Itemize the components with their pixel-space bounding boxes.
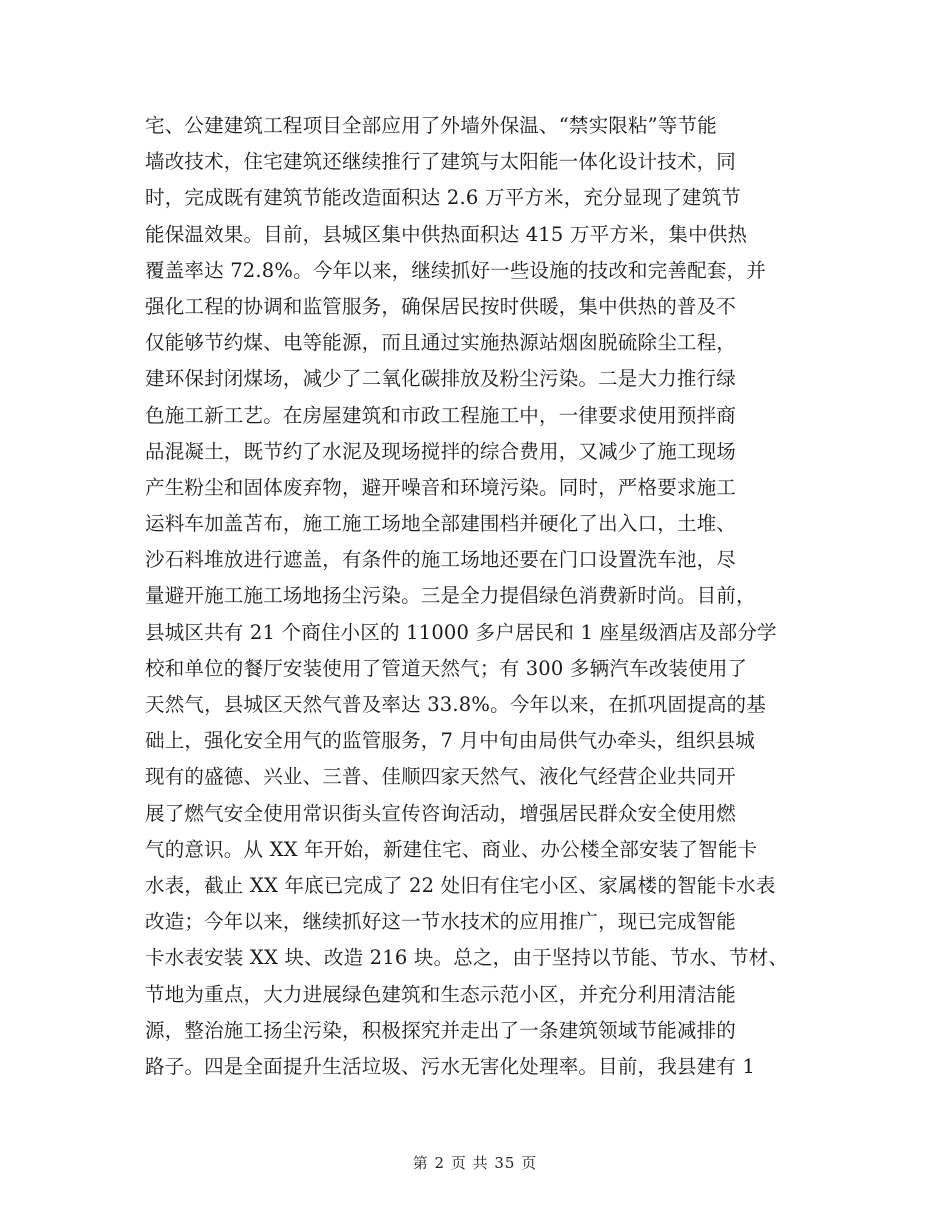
text-line: 节地为重点，大力进展绿色建筑和生态示范小区，并充分利用清洁能 — [145, 982, 737, 1006]
text-line: 沙石料堆放进行遮盖，有条件的施工场地还要在门口设置洗车池，尽 — [145, 548, 737, 572]
text-line: 展了燃气安全使用常识街头宣传咨询活动，增强居民群众安全使用燃 — [145, 801, 737, 825]
text-line: 强化工程的协调和监管服务，确保居民按时供暖，集中供热的普及不 — [145, 294, 737, 318]
text-line: 墙改技术，住宅建筑还继续推行了建筑与太阳能一体化设计技术，同 — [145, 150, 737, 174]
text-line: 天然气，县城区天然气普及率达 33.8%。今年以来，在抓巩固提高的基 — [145, 693, 766, 716]
text-line: 础上，强化安全用气的监管服务，7 月中旬由局供气办牵头，组织县城 — [145, 729, 756, 753]
text-line: 能保温效果。目前，县城区集中供热面积达 415 万平方米，集中供热 — [145, 222, 748, 246]
body-text — [145, 108, 825, 1085]
text-line: 卡水表安装 XX 块、改造 216 块。总之，由于坚持以节能、节水、节材、 — [145, 946, 789, 970]
text-line: 时，完成既有建筑节能改造面积达 2.6 万平方米，充分显现了建筑节 — [145, 186, 742, 210]
text-line: 运料车加盖苫布，施工施工场地全部建围档并硬化了出入口，土堆、 — [145, 512, 737, 536]
text-line: 覆盖率达 72.8%。今年以来，继续抓好一些设施的技改和完善配套，并 — [145, 258, 766, 282]
text-line: 气的意识。从 XX 年开始，新建住宅、商业、办公楼全部安装了智能卡 — [145, 837, 758, 861]
text-line: 仅能够节约煤、电等能源，而且通过实施热源站烟囱脱硫除尘工程， — [145, 331, 737, 355]
text-line: 品混凝土，既节约了水泥及现场搅拌的综合费用，又减少了施工现场 — [145, 439, 737, 463]
text-line: 县城区共有 21 个商住小区的 11000 多户居民和 1 座星级酒店及部分学 — [145, 620, 777, 644]
text-line: 建环保封闭煤场，减少了二氧化碳排放及粉尘污染。二是大力推行绿 — [145, 367, 737, 391]
text-line: 色施工新工艺。在房屋建筑和市政工程施工中，一律要求使用预拌商 — [145, 403, 737, 427]
text-line: 产生粉尘和固体废弃物，避开噪音和环境污染。同时，严格要求施工 — [145, 475, 737, 499]
text-line: 改造；今年以来，继续抓好这一节水技术的应用推广，现已完成智能 — [145, 910, 737, 934]
text-line: 路子。四是全面提升生活垃圾、污水无害化处理率。目前，我县建有 1 — [145, 1054, 756, 1078]
text-line: 源，整治施工扬尘污染，积极探究并走出了一条建筑领域节能减排的 — [145, 1018, 737, 1042]
page-footer: 第 2 页 共 35 页 — [412, 1154, 538, 1172]
text-line: 宅、公建建筑工程项目全部应用了外墙外保温、“禁实限粘”等节能 — [145, 114, 717, 137]
text-line: 现有的盛德、兴业、三普、佳顺四家天然气、液化气经营企业共同开 — [145, 765, 737, 789]
text-line: 水表，截止 XX 年底已完成了 22 处旧有住宅小区、家属楼的智能卡水表 — [145, 873, 776, 897]
text-line: 量避开施工施工场地扬尘污染。三是全力提倡绿色消费新时尚。目前， — [145, 584, 756, 608]
text-line: 校和单位的餐厅安装使用了管道天然气；有 300 多辆汽车改装使用了 — [145, 656, 748, 680]
